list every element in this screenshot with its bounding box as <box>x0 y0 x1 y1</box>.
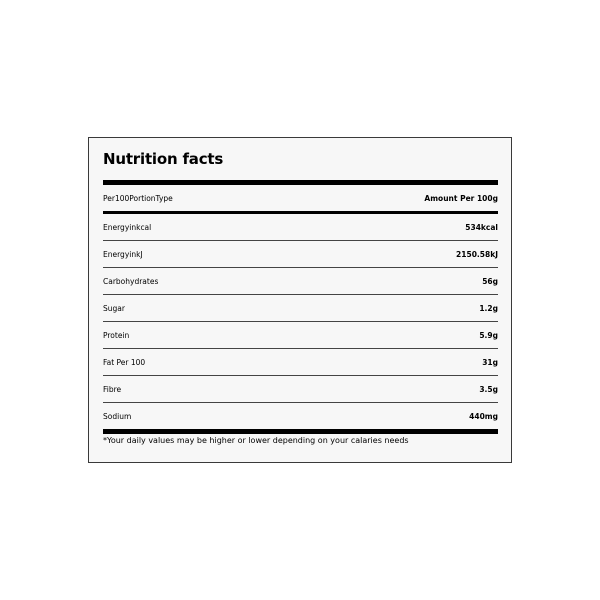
nutrition-facts-panel <box>88 137 512 463</box>
footnote: *Your daily values may be higher or lower depending on your calaries needs <box>103 436 409 445</box>
table-row <box>103 241 498 268</box>
table-row <box>103 322 498 349</box>
nutrient-value: 440mg <box>469 412 498 421</box>
table-row <box>103 376 498 403</box>
nutrient-value: 31g <box>482 357 498 367</box>
nutrient-list <box>103 214 498 430</box>
nutrient-value: 534kcal <box>465 222 498 232</box>
panel-title: Nutrition facts <box>103 150 224 168</box>
nutrient-value: 3.5g <box>479 384 498 394</box>
header-portion-type: Per100PortionType <box>103 193 173 203</box>
nutrient-value: 1.2g <box>479 303 498 313</box>
nutrient-label: Sodium <box>103 412 132 421</box>
table-row <box>103 295 498 322</box>
nutrient-value: 2150.58kJ <box>456 249 498 259</box>
nutrient-label: Energyinkcal <box>103 222 152 232</box>
header-amount: Amount Per 100g <box>424 193 498 203</box>
nutrient-label: EnergyinkJ <box>103 249 143 259</box>
bottom-divider <box>103 429 498 434</box>
nutrient-label: Fat Per 100 <box>103 357 146 367</box>
table-row <box>103 268 498 295</box>
table-row <box>103 403 498 430</box>
nutrient-label: Carbohydrates <box>103 276 159 286</box>
nutrient-value: 56g <box>482 276 498 286</box>
nutrient-label: Protein <box>103 330 130 340</box>
table-header <box>103 186 498 210</box>
nutrient-value: 5.9g <box>479 330 498 340</box>
top-divider <box>103 180 498 185</box>
nutrient-label: Sugar <box>103 303 125 313</box>
nutrient-label: Fibre <box>103 384 122 394</box>
table-row <box>103 349 498 376</box>
table-row <box>103 214 498 241</box>
